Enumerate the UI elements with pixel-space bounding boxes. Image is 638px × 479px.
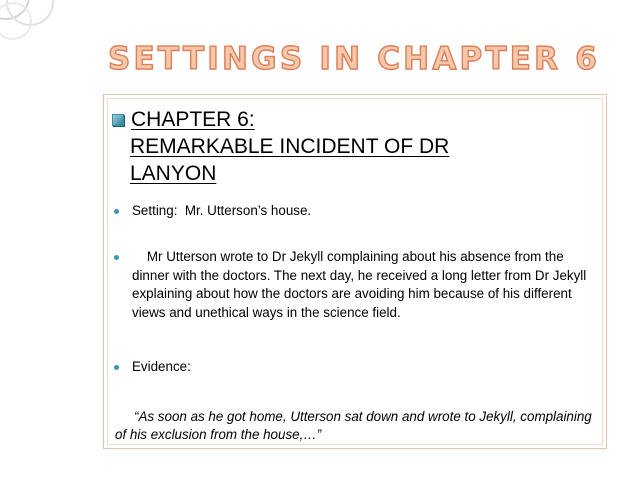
list-item-text: Mr Utterson wrote to Dr Jekyll complaining about his absence from the dinner with the doctors. The next day, he received a long letter from Dr Jekyll explaining about how the doctors are avoiding him because of his different views and unethical ways in the science field. [132,249,590,320]
list-item-setting [114,202,589,221]
round-bullet-icon [114,255,119,260]
chapter-heading [112,106,592,187]
slide-title: SETTINGS IN CHAPTER 6 [108,41,600,77]
square-checkbox-bullet-icon [112,114,124,126]
evidence-quote: “As soon as he got home, Utterson sat down and wrote to Jekyll, complaining of his exclusion from the house,…” [115,409,592,442]
list-item-text: Setting: Mr. Utterson’s house. [132,203,312,218]
chapter-heading-line2: REMARKABLE INCIDENT OF DR [130,135,450,158]
chapter-heading-line3: LANYON [130,162,217,185]
round-bullet-icon [114,365,119,370]
chapter-heading-line1: CHAPTER 6: [131,108,255,131]
decorative-ring-icon [0,2,32,40]
list-item-text: Evidence: [132,359,191,374]
list-item-evidence [114,358,589,377]
list-item-summary [114,248,589,322]
round-bullet-icon [114,209,119,214]
